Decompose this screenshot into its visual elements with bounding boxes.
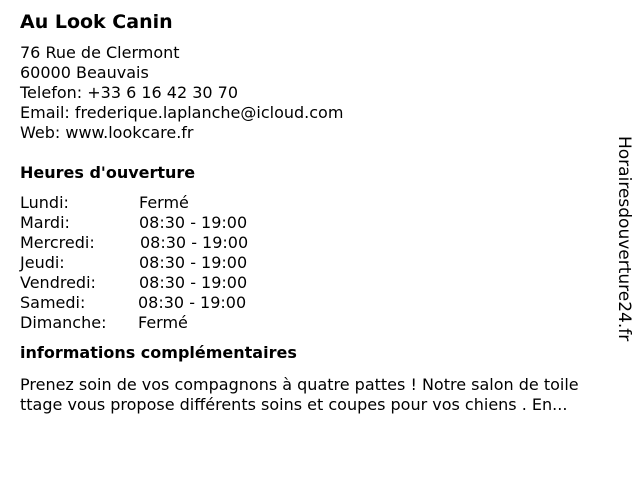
phone-number: Telefon: +33 6 16 42 30 70 <box>20 83 239 102</box>
hours-table <box>20 193 610 333</box>
day-label: Samedi: <box>20 293 86 312</box>
hours-row-thursday <box>20 253 610 273</box>
day-label: Jeudi: <box>20 253 65 272</box>
hours-row-saturday <box>20 293 610 313</box>
hours-value: 08:30 - 19:00 <box>140 233 249 252</box>
day-label: Lundi: <box>20 193 69 212</box>
hours-value: 08:30 - 19:00 <box>139 213 248 232</box>
info-line: Prenez soin de vos compagnons à quatre pattes ! Notre salon de toile <box>20 375 579 394</box>
info-line: ttage vous propose différents soins et coupes pour vos chiens . En... <box>20 395 568 414</box>
street-address: 76 Rue de Clermont <box>20 43 180 62</box>
city-postcode: 60000 Beauvais <box>20 63 149 82</box>
website: Web: www.lookcare.fr <box>20 123 194 142</box>
hours-row-monday <box>20 193 610 213</box>
business-card <box>20 10 610 415</box>
hours-value: Fermé <box>139 193 189 212</box>
info-description <box>20 375 620 415</box>
day-label: Mardi: <box>20 213 70 232</box>
hours-value: 08:30 - 19:00 <box>139 273 248 292</box>
hours-row-wednesday <box>20 233 610 253</box>
hours-heading: Heures d'ouverture <box>20 163 196 182</box>
business-name: Au Look Canin <box>20 11 173 33</box>
hours-value: 08:30 - 19:00 <box>138 293 247 312</box>
hours-value: 08:30 - 19:00 <box>139 253 248 272</box>
hours-row-sunday <box>20 313 610 333</box>
site-watermark <box>611 136 636 372</box>
contact-block <box>20 43 610 143</box>
hours-value: Fermé <box>138 313 188 332</box>
day-label: Dimanche: <box>20 313 107 332</box>
hours-row-friday <box>20 273 610 293</box>
day-label: Vendredi: <box>20 273 96 292</box>
email-address: Email: frederique.laplanche@icloud.com <box>20 103 344 122</box>
hours-row-tuesday <box>20 213 610 233</box>
watermark-text: Horairesdouverture24.fr <box>614 136 634 342</box>
day-label: Mercredi: <box>20 233 95 252</box>
info-heading: informations complémentaires <box>20 343 297 362</box>
